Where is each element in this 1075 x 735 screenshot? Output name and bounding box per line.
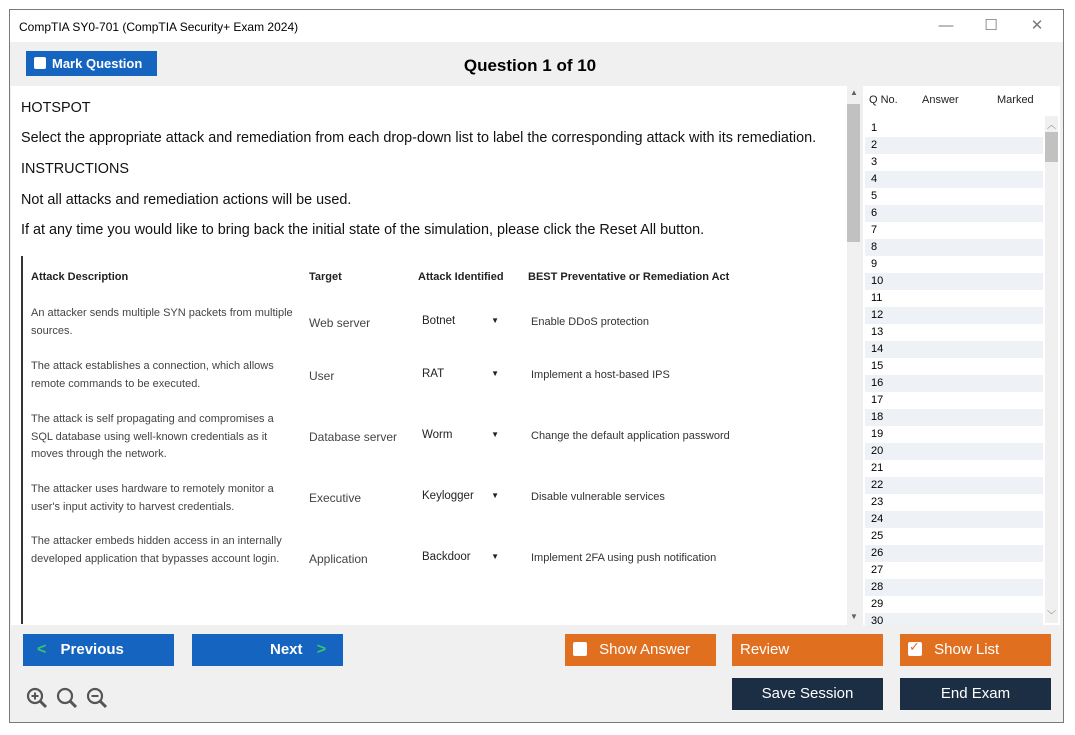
attack-dropdown-value: Worm — [422, 429, 453, 441]
question-counter: Question 1 of 10 — [463, 56, 597, 75]
question-number: 23 — [871, 496, 884, 508]
question-number: 18 — [871, 411, 884, 423]
attack-dropdown[interactable] — [418, 487, 504, 505]
question-number: 12 — [871, 309, 884, 321]
question-list-row[interactable] — [865, 477, 1043, 494]
question-number: 29 — [871, 598, 884, 610]
question-number: 8 — [871, 241, 878, 253]
question-number: 20 — [871, 445, 884, 457]
question-type: HOTSPOT — [21, 100, 91, 116]
zoom-in-icon[interactable] — [26, 687, 48, 709]
end-exam-button[interactable] — [900, 678, 1051, 710]
question-list-row[interactable] — [865, 494, 1043, 511]
question-list-row[interactable] — [865, 443, 1043, 460]
question-number: 28 — [871, 581, 884, 593]
question-list-row[interactable] — [865, 528, 1043, 545]
remediation-select[interactable]: Enable DDoS protection — [531, 316, 650, 328]
question-list-row[interactable] — [865, 239, 1043, 256]
question-list-row[interactable] — [865, 290, 1043, 307]
next-button[interactable] — [192, 634, 343, 666]
scroll-thumb[interactable] — [847, 104, 860, 242]
attack-target: Application — [309, 552, 368, 566]
dropdown-caret-icon: ▼ — [491, 369, 499, 378]
previous-label: Previous — [60, 641, 124, 658]
zoom-out-icon[interactable] — [86, 687, 108, 709]
question-list-scrollbar[interactable] — [1045, 116, 1058, 623]
question-number: 7 — [871, 224, 878, 236]
window-title: CompTIA SY0-701 (CompTIA Security+ Exam 2024) — [19, 20, 299, 34]
question-list-row[interactable] — [865, 562, 1043, 579]
question-list-row[interactable] — [865, 256, 1043, 273]
question-number: 16 — [871, 377, 884, 389]
mark-checkbox-icon[interactable] — [34, 57, 46, 69]
list-scroll-thumb[interactable] — [1045, 132, 1058, 162]
end-exam-label: End Exam — [940, 685, 1011, 702]
question-number: 6 — [871, 207, 878, 219]
remediation-select[interactable]: Change the default application password — [531, 430, 730, 442]
instructions-note: Not all attacks and remediation actions will be used. — [21, 192, 352, 208]
question-list-row[interactable] — [865, 511, 1043, 528]
show-answer-checkbox-icon[interactable] — [573, 642, 587, 656]
question-number: 4 — [871, 173, 878, 185]
question-list-row[interactable] — [865, 545, 1043, 562]
show-list-label: Show List — [934, 641, 1000, 658]
show-list-checkbox-icon[interactable] — [908, 639, 922, 656]
attack-dropdown-value: Backdoor — [422, 551, 471, 563]
question-prompt: Select the appropriate attack and remediation from each drop-down list to label the corresponding attack with its remediation. — [21, 130, 817, 146]
remediation-select[interactable]: Implement a host-based IPS — [531, 369, 670, 381]
maximize-icon[interactable]: ☐ — [984, 17, 998, 34]
question-number: 11 — [871, 292, 883, 304]
question-scrollbar[interactable] — [847, 86, 861, 625]
question-list-row[interactable] — [865, 460, 1043, 477]
question-list-row[interactable] — [865, 205, 1043, 222]
question-number: 15 — [871, 360, 884, 372]
review-label: Review — [740, 641, 790, 658]
header-target: Target — [309, 271, 342, 283]
header-attack-description: Attack Description — [31, 271, 129, 283]
show-list-button[interactable] — [900, 634, 1051, 666]
question-list-row[interactable] — [865, 154, 1043, 171]
zoom-reset-icon[interactable] — [56, 687, 78, 709]
close-icon[interactable]: ✕ — [1030, 17, 1044, 34]
attack-description: An attacker sends multiple SYN packets from multiple sources. — [31, 307, 293, 337]
question-number: 30 — [871, 615, 884, 625]
previous-button[interactable] — [23, 634, 174, 666]
attack-dropdown[interactable] — [418, 548, 504, 566]
save-session-button[interactable] — [732, 678, 883, 710]
mark-question-button[interactable] — [26, 51, 157, 76]
attack-description: The attack is self propagating and compromises a SQL database using well-known credentials as it moves through the network. — [31, 413, 274, 460]
scroll-down-icon[interactable]: ▼ — [850, 612, 858, 621]
attack-target: Database server — [309, 430, 398, 444]
question-number: 14 — [871, 343, 884, 355]
question-number: 19 — [871, 428, 884, 440]
dropdown-caret-icon: ▼ — [491, 316, 499, 325]
question-list-pane — [863, 86, 1060, 625]
question-number: 5 — [871, 190, 878, 202]
exam-window — [9, 9, 1064, 723]
question-list-row[interactable] — [865, 222, 1043, 239]
attack-description: The attack establishes a connection, which allows remote commands to be executed. — [31, 360, 274, 390]
chevron-left-icon: < — [37, 641, 47, 658]
attack-dropdown[interactable] — [418, 365, 504, 383]
attack-description: The attacker uses hardware to remotely monitor a user's input activity to harvest credentials. — [31, 483, 274, 513]
question-list-row[interactable] — [865, 188, 1043, 205]
header-remediation: BEST Preventative or Remediation Act — [528, 271, 730, 283]
attack-target: User — [309, 369, 335, 383]
table-divider — [21, 256, 23, 624]
question-list-row[interactable] — [865, 613, 1043, 625]
mark-question-label: Mark Question — [52, 56, 143, 71]
simulation-table — [21, 256, 741, 624]
question-number: 9 — [871, 258, 878, 270]
dropdown-caret-icon: ▼ — [491, 430, 499, 439]
reset-note: If at any time you would like to bring back the initial state of the simulation, please click the Reset All button. — [21, 222, 705, 238]
list-scroll-up-icon[interactable]: ︿ — [1046, 120, 1056, 130]
question-number: 22 — [871, 479, 884, 491]
checkmark-icon: ✓ — [909, 639, 920, 654]
title-bar — [10, 10, 1063, 42]
scroll-up-icon[interactable]: ▲ — [850, 88, 858, 97]
dropdown-caret-icon: ▼ — [491, 552, 499, 561]
dropdown-caret-icon: ▼ — [491, 491, 499, 500]
remediation-select[interactable]: Implement 2FA using push notification — [531, 552, 717, 564]
question-list-row[interactable] — [865, 579, 1043, 596]
question-list-row[interactable] — [865, 392, 1043, 409]
question-list-row[interactable] — [865, 341, 1043, 358]
question-number: 10 — [871, 275, 884, 287]
header-attack-identified: Attack Identified — [418, 271, 504, 283]
question-list-row[interactable] — [865, 120, 1043, 137]
attack-dropdown[interactable] — [418, 312, 504, 330]
question-list-row[interactable] — [865, 171, 1043, 188]
attack-dropdown-value: RAT — [422, 368, 445, 380]
attack-target: Web server — [309, 316, 371, 330]
question-list-row[interactable] — [865, 273, 1043, 290]
attack-description: The attacker embeds hidden access in an internally developed application that bypasses account login. — [31, 535, 282, 565]
header-marked: Marked — [997, 94, 1034, 106]
instructions-heading: INSTRUCTIONS — [21, 161, 129, 177]
question-number: 26 — [871, 547, 884, 559]
save-session-label: Save Session — [761, 685, 854, 702]
question-list-row[interactable] — [865, 358, 1043, 375]
question-list-row[interactable] — [865, 409, 1043, 426]
show-answer-label: Show Answer — [599, 641, 691, 658]
question-list-row[interactable] — [865, 596, 1043, 613]
minimize-icon[interactable]: — — [938, 17, 954, 34]
question-number: 3 — [871, 156, 878, 168]
show-answer-button[interactable] — [565, 634, 716, 666]
header-qno: Q No. — [869, 94, 898, 106]
question-number: 25 — [871, 530, 884, 542]
question-number: 17 — [871, 394, 884, 406]
question-number: 24 — [871, 513, 884, 525]
question-number: 27 — [871, 564, 884, 576]
question-number: 2 — [871, 139, 878, 151]
question-list-row[interactable] — [865, 426, 1043, 443]
header-answer: Answer — [922, 94, 959, 106]
question-list-row[interactable] — [865, 307, 1043, 324]
remediation-select[interactable]: Disable vulnerable services — [531, 491, 665, 503]
question-number: 13 — [871, 326, 884, 338]
question-list-row[interactable] — [865, 375, 1043, 392]
list-scroll-down-icon[interactable]: ﹀ — [1046, 610, 1056, 620]
attack-dropdown-value: Botnet — [422, 315, 456, 327]
attack-dropdown[interactable] — [418, 426, 504, 444]
chevron-right-icon: > — [316, 641, 327, 658]
question-pane — [11, 86, 847, 625]
question-number: 1 — [871, 122, 878, 134]
question-list-row[interactable] — [865, 137, 1043, 154]
attack-dropdown-value: Keylogger — [422, 490, 474, 502]
review-button[interactable] — [732, 634, 883, 666]
question-number: 21 — [871, 462, 884, 474]
next-label: Next — [270, 641, 303, 658]
question-list-row[interactable] — [865, 324, 1043, 341]
attack-target: Executive — [309, 491, 362, 505]
